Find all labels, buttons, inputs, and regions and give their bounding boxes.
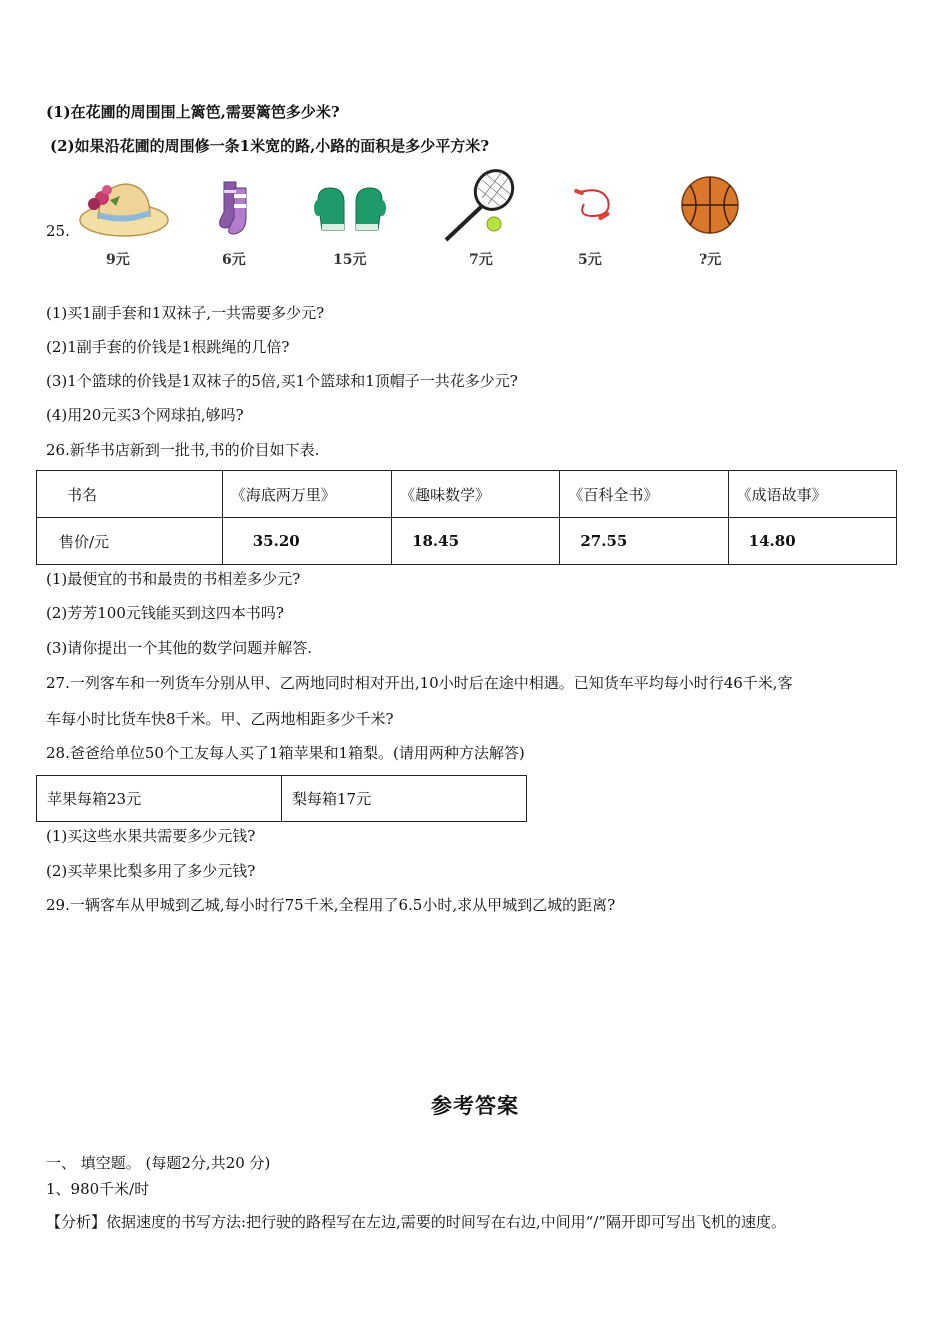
q25-question-4: (4)用20元买3个网球拍,够吗? <box>46 406 244 424</box>
tennis-racket-price: 7元 <box>469 252 493 268</box>
q25-question-2: (2)1副手套的价钱是1根跳绳的几倍? <box>46 338 290 356</box>
q25-number: 25. <box>46 222 70 240</box>
socks-icon <box>214 180 258 236</box>
table-cell: 27.55 <box>560 518 728 565</box>
table-cell: 书名 <box>37 471 223 518</box>
basketball-price: ?元 <box>699 252 722 268</box>
q25-question-3: (3)1个篮球的价钱是1双袜子的5倍,买1个篮球和1顶帽子一共花多少元? <box>46 372 518 390</box>
fruit-price-table <box>36 775 527 822</box>
table-cell: 售价/元 <box>37 518 223 565</box>
table-cell: 《趣味数学》 <box>392 471 560 518</box>
table-header-row <box>37 471 897 518</box>
q29-text: 29.一辆客车从甲城到乙城,每小时行75千米,全程用了6.5小时,求从甲城到乙城的距离? <box>46 896 616 914</box>
table-cell: 《海底两万里》 <box>222 471 391 518</box>
table-cell: 《百科全书》 <box>560 471 728 518</box>
answers-section-heading: 一、 填空题。 (每题2分,共20 分) <box>46 1154 271 1172</box>
table-cell: 《成语故事》 <box>728 471 896 518</box>
book-price-table <box>36 470 897 565</box>
q28-question-2: (2)买苹果比梨多用了多少元钱? <box>46 862 256 880</box>
q26-question-1: (1)最便宜的书和最贵的书相差多少元? <box>46 570 301 588</box>
jump-rope-price: 5元 <box>578 252 602 268</box>
answer-1-analysis: 【分析】依据速度的书写方法:把行驶的路程写在左边,需要的时间写在右边,中间用“/”隔开即可写出飞机的速度。 <box>46 1213 786 1231</box>
jump-rope-icon <box>572 186 616 226</box>
q26-question-3: (3)请你提出一个其他的数学问题并解答. <box>46 639 313 657</box>
answer-1: 1、980千米/时 <box>46 1180 150 1198</box>
q27-line-1: 27.一列客车和一列货车分别从甲、乙两地同时相对开出,10小时后在途中相遇。已知货车平均每小时行46千米,客 <box>46 674 793 692</box>
table-cell: 35.20 <box>222 518 391 565</box>
hat-icon <box>76 176 172 242</box>
table-cell: 14.80 <box>728 518 896 565</box>
q28-text: 28.爸爸给单位50个工友每人买了1箱苹果和1箱梨。(请用两种方法解答) <box>46 744 525 762</box>
q27-line-2: 车每小时比货车快8千米。甲、乙两地相距多少千米? <box>46 710 394 728</box>
table-cell: 苹果每箱23元 <box>37 776 282 822</box>
q25-question-1: (1)买1副手套和1双袜子,一共需要多少元? <box>46 304 325 322</box>
q24-part2: (2)如果沿花圃的周围修一条1米宽的路,小路的面积是多少平方米? <box>50 137 490 155</box>
gloves-price: 15元 <box>333 252 367 268</box>
q26-text: 26.新华书店新到一批书,书的价目如下表. <box>46 441 320 459</box>
basketball-icon <box>680 175 740 235</box>
answers-title: 参考答案 <box>431 1093 519 1118</box>
q28-question-1: (1)买这些水果共需要多少元钱? <box>46 827 256 845</box>
table-cell: 18.45 <box>392 518 560 565</box>
gloves-icon <box>314 182 386 234</box>
q26-question-2: (2)芳芳100元钱能买到这四本书吗? <box>46 604 284 622</box>
tennis-racket-icon <box>440 168 520 244</box>
hat-price: 9元 <box>106 252 130 268</box>
table-row <box>37 518 897 565</box>
q24-part1: (1)在花圃的周围围上篱笆,需要篱笆多少米? <box>46 103 340 121</box>
socks-price: 6元 <box>222 252 246 268</box>
table-row <box>37 776 527 822</box>
table-cell: 梨每箱17元 <box>282 776 527 822</box>
